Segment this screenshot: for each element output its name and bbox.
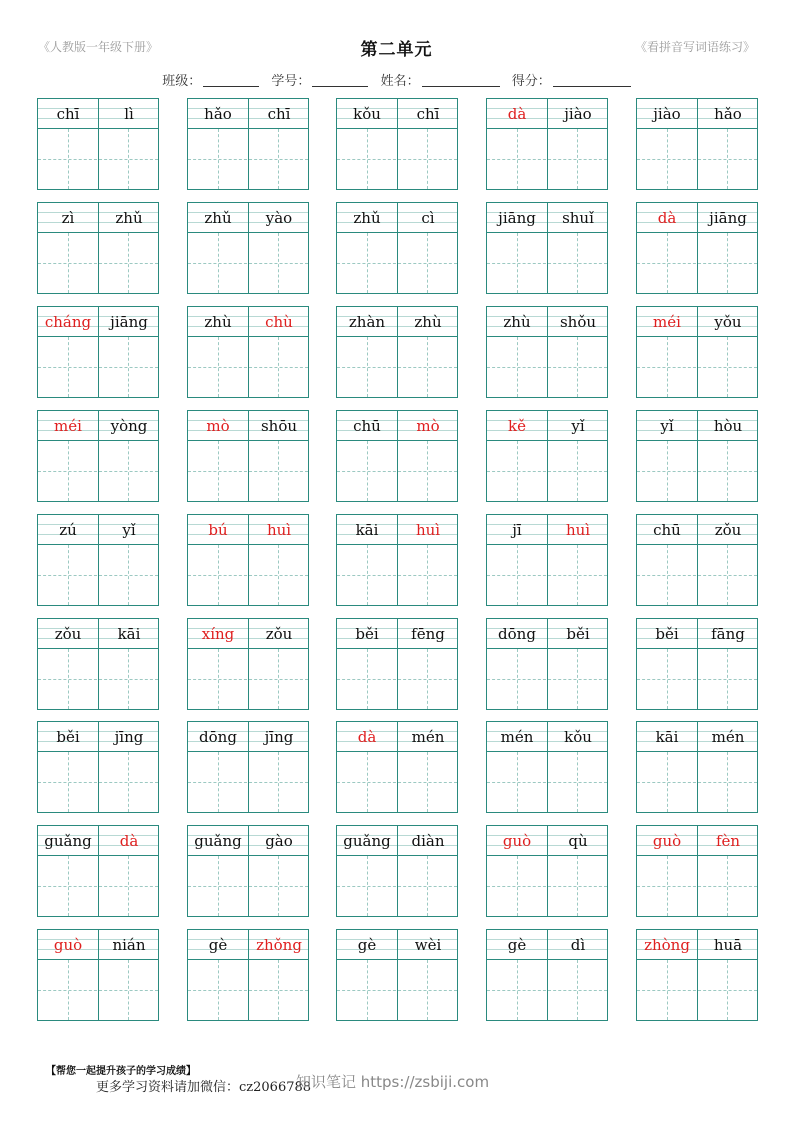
grid-guide-line <box>667 545 668 605</box>
grid-guide-line <box>38 990 158 991</box>
grid-guide-line <box>367 129 368 189</box>
pinyin-syllable: jiāng <box>709 209 747 227</box>
word-cell[interactable] <box>336 202 458 294</box>
word-cell[interactable] <box>336 306 458 398</box>
pinyin-syllable: guǎng <box>194 832 242 850</box>
grid-guide-line <box>128 545 129 605</box>
grid-guide-line <box>337 990 457 991</box>
grid-guide-line <box>577 649 578 709</box>
pinyin-syllable: xíng <box>201 625 235 643</box>
grid-guide-line <box>68 856 69 916</box>
grid-guide-line <box>487 886 607 887</box>
footer-site: 知识笔记 https://zsbiji.com <box>296 1073 490 1091</box>
pinyin-syllable: huā <box>713 936 743 954</box>
grid-guide-line <box>188 679 308 680</box>
class-blank[interactable] <box>203 74 259 87</box>
pinyin-syllable: zhǔ <box>353 209 381 227</box>
word-cell[interactable] <box>336 618 458 710</box>
grid-guide-line <box>188 990 308 991</box>
grid-guide-line <box>577 960 578 1020</box>
pinyin-syllable: mén <box>411 728 445 746</box>
word-cell[interactable] <box>636 306 758 398</box>
grid-guide-line <box>577 545 578 605</box>
grid-guide-line <box>278 129 279 189</box>
grid-guide-line <box>727 649 728 709</box>
pinyin-syllable: qù <box>568 832 588 850</box>
grid-guide-line <box>68 545 69 605</box>
grid-guide-line <box>38 263 158 264</box>
pinyin-syllable: yǒu <box>714 313 742 331</box>
pinyin-syllable: mò <box>416 417 440 435</box>
word-cell[interactable] <box>336 410 458 502</box>
grid-guide-line <box>337 263 457 264</box>
grid-guide-line <box>487 575 607 576</box>
grid-guide-line <box>278 233 279 293</box>
grid-guide-line <box>667 649 668 709</box>
pinyin-syllable: zhǔ <box>115 209 143 227</box>
pinyin-syllable: kāi <box>355 521 379 539</box>
grid-guide-line <box>427 337 428 397</box>
pinyin-syllable: dà <box>507 105 527 123</box>
pinyin-syllable: kāi <box>655 728 679 746</box>
grid-guide-line <box>218 752 219 812</box>
grid-guide-line <box>637 990 757 991</box>
word-cell[interactable] <box>37 825 159 917</box>
grid-guide-line <box>517 337 518 397</box>
word-cell[interactable] <box>187 618 309 710</box>
grid-guide-line <box>68 441 69 501</box>
number-blank[interactable] <box>312 74 368 87</box>
pinyin-syllable: chū <box>653 521 681 539</box>
grid-guide-line <box>367 752 368 812</box>
pinyin-syllable: zǒu <box>714 521 742 539</box>
word-cell[interactable] <box>37 202 159 294</box>
grid-guide-line <box>367 337 368 397</box>
grid-guide-line <box>337 471 457 472</box>
word-cell[interactable] <box>486 410 608 502</box>
grid-guide-line <box>367 441 368 501</box>
grid-guide-line <box>337 679 457 680</box>
grid-guide-line <box>727 441 728 501</box>
grid-guide-line <box>218 337 219 397</box>
grid-guide-line <box>128 129 129 189</box>
pinyin-syllable: lì <box>124 105 134 123</box>
pinyin-syllable: běi <box>56 728 80 746</box>
grid-guide-line <box>128 441 129 501</box>
grid-guide-line <box>278 441 279 501</box>
grid-guide-line <box>68 752 69 812</box>
score-label: 得分： <box>511 74 551 89</box>
grid-guide-line <box>218 441 219 501</box>
pinyin-syllable: yǐ <box>571 417 585 435</box>
grid-guide-line <box>38 471 158 472</box>
grid-guide-line <box>487 471 607 472</box>
word-cell[interactable] <box>636 618 758 710</box>
name-blank[interactable] <box>422 74 500 87</box>
class-field <box>162 70 259 89</box>
pinyin-syllable: zhǔ <box>204 209 232 227</box>
grid-guide-line <box>188 367 308 368</box>
pinyin-syllable: běi <box>566 625 590 643</box>
pinyin-syllable: mén <box>500 728 534 746</box>
grid-guide-line <box>278 337 279 397</box>
grid-guide-line <box>188 886 308 887</box>
grid-guide-line <box>427 233 428 293</box>
pinyin-syllable: shōu <box>260 417 298 435</box>
pinyin-syllable: hǎo <box>204 105 232 123</box>
grid-guide-line <box>218 960 219 1020</box>
pinyin-syllable: běi <box>655 625 679 643</box>
pinyin-syllable: fèn <box>715 832 741 850</box>
word-cell[interactable] <box>486 514 608 606</box>
grid-guide-line <box>218 233 219 293</box>
word-cell[interactable] <box>336 825 458 917</box>
grid-guide-line <box>367 649 368 709</box>
pinyin-syllable: fēng <box>411 625 445 643</box>
grid-guide-line <box>517 752 518 812</box>
pinyin-syllable: zhàn <box>348 313 386 331</box>
pinyin-syllable: huì <box>565 521 591 539</box>
grid-guide-line <box>128 752 129 812</box>
word-cell[interactable] <box>336 721 458 813</box>
grid-guide-line <box>667 233 668 293</box>
grid-guide-line <box>637 263 757 264</box>
grid-guide-line <box>637 575 757 576</box>
pinyin-syllable: kě <box>508 417 526 435</box>
grid-guide-line <box>517 233 518 293</box>
word-cell[interactable] <box>486 721 608 813</box>
grid-guide-line <box>727 233 728 293</box>
word-cell[interactable] <box>187 929 309 1021</box>
word-cell[interactable] <box>486 929 608 1021</box>
word-cell[interactable] <box>187 514 309 606</box>
footer-wechat-note: 更多学习资料请加微信：cz2066788 <box>96 1080 312 1095</box>
pinyin-syllable: gè <box>507 936 527 954</box>
grid-guide-line <box>68 960 69 1020</box>
header-book-title: 《人教版一年级下册》 <box>38 40 159 54</box>
grid-guide-line <box>38 782 158 783</box>
grid-guide-line <box>727 960 728 1020</box>
word-cell[interactable] <box>37 929 159 1021</box>
grid-guide-line <box>637 159 757 160</box>
grid-guide-line <box>427 545 428 605</box>
pinyin-syllable: guǎng <box>343 832 391 850</box>
pinyin-syllable: yòng <box>110 417 148 435</box>
word-cell[interactable] <box>37 514 159 606</box>
word-cell[interactable] <box>636 410 758 502</box>
word-cell[interactable] <box>187 98 309 190</box>
pinyin-syllable: zǒu <box>54 625 82 643</box>
pinyin-syllable: kǒu <box>353 105 381 123</box>
grid-guide-line <box>667 752 668 812</box>
pinyin-syllable: zì <box>61 209 75 227</box>
grid-guide-line <box>38 886 158 887</box>
pinyin-syllable: jiāng <box>110 313 148 331</box>
pinyin-syllable: chī <box>267 105 291 123</box>
pinyin-syllable: gào <box>265 832 293 850</box>
pinyin-syllable: guǎng <box>44 832 92 850</box>
pinyin-syllable: jiào <box>564 105 592 123</box>
pinyin-syllable: gè <box>208 936 228 954</box>
pinyin-syllable: mò <box>206 417 230 435</box>
grid-guide-line <box>38 679 158 680</box>
pinyin-syllable: cháng <box>44 313 92 331</box>
grid-guide-line <box>128 649 129 709</box>
pinyin-syllable: cì <box>421 209 435 227</box>
grid-guide-line <box>577 856 578 916</box>
pinyin-syllable: huì <box>415 521 441 539</box>
name-label: 姓名： <box>380 74 420 89</box>
grid-guide-line <box>667 129 668 189</box>
pinyin-syllable: dà <box>657 209 677 227</box>
pinyin-syllable: nián <box>112 936 146 954</box>
grid-guide-line <box>577 752 578 812</box>
number-field <box>271 70 368 89</box>
grid-guide-line <box>487 367 607 368</box>
word-cell[interactable] <box>636 98 758 190</box>
grid-guide-line <box>637 471 757 472</box>
pinyin-syllable: zhù <box>503 313 531 331</box>
score-blank[interactable] <box>553 74 631 87</box>
grid-guide-line <box>68 129 69 189</box>
word-cell[interactable] <box>636 514 758 606</box>
pinyin-syllable: méi <box>54 417 82 435</box>
grid-guide-line <box>427 129 428 189</box>
pinyin-syllable: zǒu <box>265 625 293 643</box>
word-cell[interactable] <box>336 929 458 1021</box>
pinyin-syllable: fāng <box>711 625 745 643</box>
grid-guide-line <box>667 441 668 501</box>
grid-guide-line <box>278 649 279 709</box>
grid-guide-line <box>427 856 428 916</box>
word-cell[interactable] <box>37 618 159 710</box>
grid-guide-line <box>517 856 518 916</box>
pinyin-syllable: gè <box>357 936 377 954</box>
grid-guide-line <box>577 441 578 501</box>
word-cell[interactable] <box>486 618 608 710</box>
pinyin-syllable: jīng <box>264 728 294 746</box>
pinyin-syllable: jīng <box>114 728 144 746</box>
word-cell[interactable] <box>486 202 608 294</box>
grid-guide-line <box>667 337 668 397</box>
grid-guide-line <box>517 649 518 709</box>
grid-guide-line <box>188 263 308 264</box>
grid-guide-line <box>427 752 428 812</box>
word-cell[interactable] <box>636 202 758 294</box>
grid-guide-line <box>517 960 518 1020</box>
grid-guide-line <box>68 649 69 709</box>
grid-guide-line <box>128 233 129 293</box>
word-cell[interactable] <box>37 98 159 190</box>
grid-guide-line <box>188 471 308 472</box>
grid-guide-line <box>128 856 129 916</box>
pinyin-syllable: shuǐ <box>562 209 594 227</box>
word-cell[interactable] <box>636 721 758 813</box>
grid-guide-line <box>487 679 607 680</box>
grid-guide-line <box>337 886 457 887</box>
word-cell[interactable] <box>336 98 458 190</box>
grid-guide-line <box>667 960 668 1020</box>
grid-guide-line <box>577 337 578 397</box>
pinyin-syllable: zhù <box>414 313 442 331</box>
pinyin-syllable: zhù <box>204 313 232 331</box>
word-cell[interactable] <box>37 721 159 813</box>
grid-guide-line <box>188 575 308 576</box>
pinyin-syllable: dōng <box>498 625 536 643</box>
grid-guide-line <box>577 129 578 189</box>
grid-guide-line <box>727 856 728 916</box>
grid-guide-line <box>487 782 607 783</box>
pinyin-syllable: dōng <box>199 728 237 746</box>
grid-guide-line <box>667 856 668 916</box>
grid-guide-line <box>487 159 607 160</box>
grid-guide-line <box>727 129 728 189</box>
class-label: 班级： <box>162 74 202 89</box>
pinyin-syllable: yào <box>265 209 293 227</box>
pinyin-syllable: hǎo <box>714 105 742 123</box>
grid-guide-line <box>128 337 129 397</box>
word-cell[interactable] <box>187 721 309 813</box>
grid-guide-line <box>337 575 457 576</box>
word-cell[interactable] <box>37 306 159 398</box>
grid-guide-line <box>278 545 279 605</box>
word-cell[interactable] <box>336 514 458 606</box>
pinyin-syllable: zú <box>59 521 77 539</box>
grid-guide-line <box>128 960 129 1020</box>
grid-guide-line <box>637 782 757 783</box>
grid-guide-line <box>367 856 368 916</box>
grid-guide-line <box>367 545 368 605</box>
grid-guide-line <box>218 649 219 709</box>
pinyin-syllable: jiào <box>653 105 681 123</box>
pinyin-syllable: kāi <box>117 625 141 643</box>
pinyin-syllable: hòu <box>713 417 743 435</box>
pinyin-syllable: yǐ <box>122 521 136 539</box>
grid-guide-line <box>38 159 158 160</box>
grid-guide-line <box>487 263 607 264</box>
word-cell[interactable] <box>187 825 309 917</box>
grid-guide-line <box>68 337 69 397</box>
page-title: 第二单元 <box>360 40 433 60</box>
grid-guide-line <box>337 782 457 783</box>
pinyin-syllable: méi <box>653 313 681 331</box>
grid-guide-line <box>38 367 158 368</box>
pinyin-syllable: guò <box>502 832 532 850</box>
grid-guide-line <box>278 752 279 812</box>
pinyin-syllable: běi <box>355 625 379 643</box>
student-info-row <box>0 70 793 89</box>
grid-guide-line <box>188 782 308 783</box>
pinyin-syllable: diàn <box>411 832 445 850</box>
grid-guide-line <box>337 159 457 160</box>
pinyin-syllable: zhòng <box>644 936 690 954</box>
pinyin-syllable: zhǒng <box>256 936 302 954</box>
word-cell[interactable] <box>636 825 758 917</box>
grid-guide-line <box>727 752 728 812</box>
pinyin-syllable: shǒu <box>559 313 597 331</box>
grid-guide-line <box>367 233 368 293</box>
header-exercise-title: 《看拼音写词语练习》 <box>634 40 755 54</box>
pinyin-syllable: dì <box>570 936 586 954</box>
grid-guide-line <box>218 545 219 605</box>
pinyin-syllable: chù <box>265 313 293 331</box>
grid-guide-line <box>218 129 219 189</box>
pinyin-syllable: huì <box>266 521 292 539</box>
grid-guide-line <box>427 649 428 709</box>
pinyin-syllable: jī <box>512 521 522 539</box>
pinyin-syllable: dà <box>357 728 377 746</box>
pinyin-syllable: dà <box>119 832 139 850</box>
pinyin-syllable: kǒu <box>564 728 592 746</box>
footer-tag: 【帮您一起提升孩子的学习成绩】 <box>46 1066 196 1077</box>
grid-guide-line <box>278 960 279 1020</box>
grid-guide-line <box>517 129 518 189</box>
grid-guide-line <box>188 159 308 160</box>
pinyin-syllable: jiāng <box>498 209 536 227</box>
grid-guide-line <box>337 367 457 368</box>
grid-guide-line <box>367 960 368 1020</box>
word-cell[interactable] <box>187 202 309 294</box>
grid-guide-line <box>218 856 219 916</box>
word-cell[interactable] <box>636 929 758 1021</box>
score-field <box>512 70 631 89</box>
grid-guide-line <box>68 233 69 293</box>
grid-guide-line <box>637 367 757 368</box>
grid-guide-line <box>637 679 757 680</box>
word-cell[interactable] <box>486 98 608 190</box>
pinyin-syllable: mén <box>711 728 745 746</box>
word-cell[interactable] <box>187 410 309 502</box>
grid-guide-line <box>637 886 757 887</box>
grid-guide-line <box>487 990 607 991</box>
grid-guide-line <box>427 441 428 501</box>
pinyin-syllable: chī <box>56 105 80 123</box>
number-label: 学号： <box>271 74 311 89</box>
pinyin-syllable: wèi <box>414 936 442 954</box>
word-cell[interactable] <box>37 410 159 502</box>
grid-guide-line <box>427 960 428 1020</box>
grid-guide-line <box>517 441 518 501</box>
word-cell[interactable] <box>486 825 608 917</box>
pinyin-syllable: chī <box>416 105 440 123</box>
grid-guide-line <box>727 545 728 605</box>
pinyin-syllable: guò <box>652 832 682 850</box>
pinyin-syllable: chū <box>353 417 381 435</box>
word-cell[interactable] <box>486 306 608 398</box>
grid-guide-line <box>727 337 728 397</box>
pinyin-syllable: bú <box>208 521 228 539</box>
name-field <box>381 70 500 89</box>
grid-guide-line <box>38 575 158 576</box>
pinyin-syllable: yǐ <box>660 417 674 435</box>
pinyin-syllable: guò <box>53 936 83 954</box>
word-cell[interactable] <box>187 306 309 398</box>
grid-guide-line <box>278 856 279 916</box>
grid-guide-line <box>517 545 518 605</box>
grid-guide-line <box>577 233 578 293</box>
